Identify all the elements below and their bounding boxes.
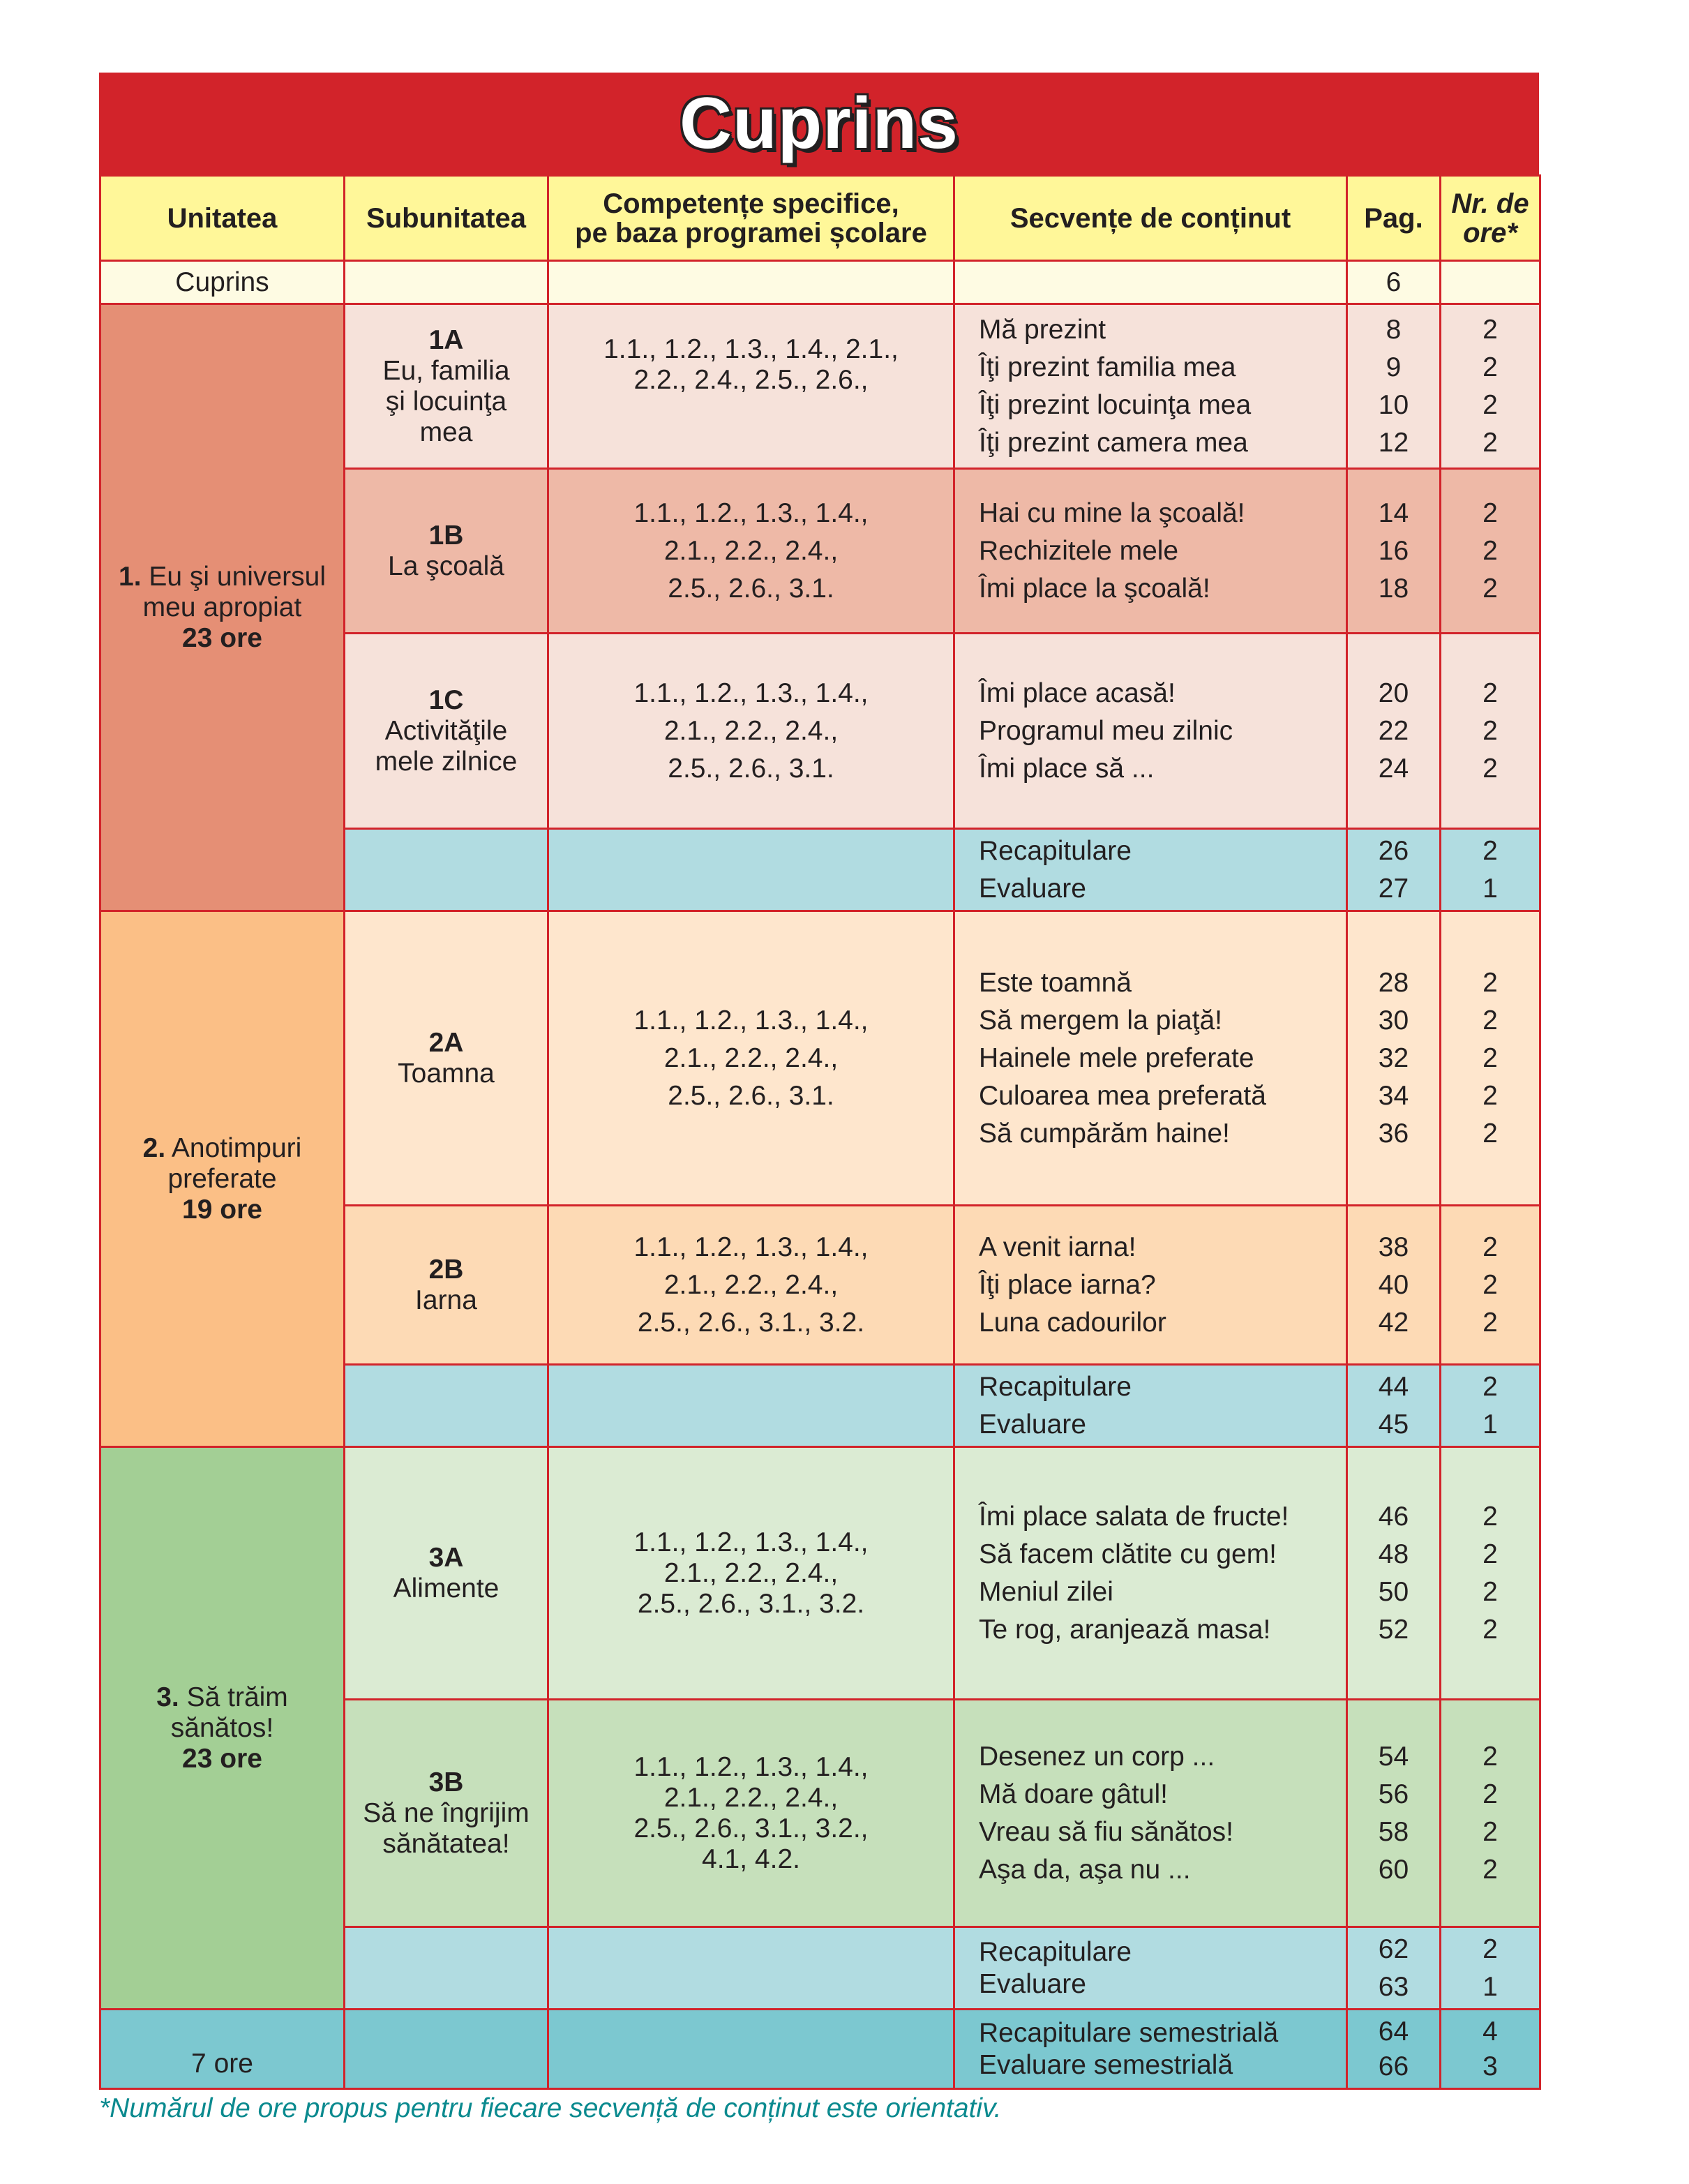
pages-3b: 54 56 58 60	[1347, 1700, 1441, 1927]
title-bar	[99, 73, 1539, 174]
subunit-2b: 2B Iarna	[345, 1206, 548, 1365]
hours-3a: 2 2 2 2	[1441, 1447, 1540, 1700]
subunit-1b: 1B La şcoală	[345, 469, 548, 634]
semester-pages: 64 66	[1347, 2010, 1441, 2089]
competences-1c: 1.1., 1.2., 1.3., 1.4., 2.1., 2.2., 2.4., 2.5., 2.6., 3.1.	[548, 634, 954, 829]
subunit-1a: 1A Eu, familia şi locuinţa mea	[345, 304, 548, 469]
hours-2a: 2 2 2 2 2	[1441, 911, 1540, 1206]
review-1-labels: Recapitulare Evaluare	[954, 829, 1347, 911]
page-title: Cuprins	[680, 82, 959, 164]
cuprins-row	[100, 261, 1540, 304]
content-3b: Desenez un corp ... Mă doare gâtul! Vreau să fiu sănătos! Aşa da, aşa nu ...	[954, 1700, 1347, 1927]
competences-2a: 1.1., 1.2., 1.3., 1.4., 2.1., 2.2., 2.4., 2.5., 2.6., 3.1.	[548, 911, 954, 1206]
pages-2b: 38 40 42	[1347, 1206, 1441, 1365]
review-2-pages: 44 45	[1347, 1365, 1441, 1447]
pages-2a: 28 30 32 34 36	[1347, 911, 1441, 1206]
unit-3-cell: 3. Să trăim sănătos! 23 ore	[100, 1447, 345, 2010]
pages-1c: 20 22 24	[1347, 634, 1441, 829]
content-3a: Îmi place salata de fructe! Să facem clătite cu gem! Meniul zilei Te rog, aranjează masa!	[954, 1447, 1347, 1700]
semester-labels: Recapitulare semestrială Evaluare semestrială	[954, 2010, 1347, 2089]
content-1a: Mă prezint Îţi prezint familia mea Îţi prezint locuinţa mea Îţi prezint camera mea	[954, 304, 1347, 469]
contents-table	[99, 174, 1541, 2090]
unit-1-cell: 1. Eu şi universul meu apropiat 23 ore	[100, 304, 345, 911]
subunit-1c: 1C Activităţile mele zilnice	[345, 634, 548, 829]
cuprins-page: 6	[1347, 261, 1441, 304]
hours-3b: 2 2 2 2	[1441, 1700, 1540, 1927]
competences-1a: 1.1., 1.2., 1.3., 1.4., 2.1., 2.2., 2.4., 2.5., 2.6.,	[548, 304, 954, 469]
header-subunit: Subunitatea	[345, 176, 548, 261]
competences-1b: 1.1., 1.2., 1.3., 1.4., 2.1., 2.2., 2.4., 2.5., 2.6., 3.1.	[548, 469, 954, 634]
review-1-hours: 2 1	[1441, 829, 1540, 911]
review-2-labels: Recapitulare Evaluare	[954, 1365, 1347, 1447]
competences-3a: 1.1., 1.2., 1.3., 1.4., 2.1., 2.2., 2.4., 2.5., 2.6., 3.1., 3.2.	[548, 1447, 954, 1700]
footnote: *Numărul de ore propus pentru fiecare secvență de conținut este orientativ.	[99, 2093, 1002, 2123]
unit-2-cell: 2. Anotimpuri preferate 19 ore	[100, 911, 345, 1447]
header-row	[100, 176, 1540, 261]
pages-3a: 46 48 50 52	[1347, 1447, 1441, 1700]
semester-hours: 4 3	[1441, 2010, 1540, 2089]
content-1c: Îmi place acasă! Programul meu zilnic Îmi place să ...	[954, 634, 1347, 829]
header-competences: Competențe specifice, pe baza programei școlare	[548, 176, 954, 261]
review-3-labels: Recapitulare Evaluare	[954, 1927, 1347, 2010]
competences-2b: 1.1., 1.2., 1.3., 1.4., 2.1., 2.2., 2.4., 2.5., 2.6., 3.1., 3.2.	[548, 1206, 954, 1365]
hours-1b: 2 2 2	[1441, 469, 1540, 634]
header-content: Secvențe de conținut	[954, 176, 1347, 261]
subunit-2a: 2A Toamna	[345, 911, 548, 1206]
table-row	[100, 304, 1540, 469]
header-page: Pag.	[1347, 176, 1441, 261]
competences-3b: 1.1., 1.2., 1.3., 1.4., 2.1., 2.2., 2.4., 2.5., 2.6., 3.1., 3.2., 4.1, 4.2.	[548, 1700, 954, 1927]
hours-1a: 2 2 2 2	[1441, 304, 1540, 469]
content-1b: Hai cu mine la şcoală! Rechizitele mele Îmi place la şcoală!	[954, 469, 1347, 634]
header-unit: Unitatea	[100, 176, 345, 261]
hours-2b: 2 2 2	[1441, 1206, 1540, 1365]
semester-hours-cell: 7 ore	[100, 2010, 345, 2089]
subunit-3b: 3B Să ne îngrijim sănătatea!	[345, 1700, 548, 1927]
review-3-pages: 62 63	[1347, 1927, 1441, 2010]
pages-1b: 14 16 18	[1347, 469, 1441, 634]
table-row	[100, 2010, 1540, 2089]
cuprins-label: Cuprins	[100, 261, 345, 304]
hours-1c: 2 2 2	[1441, 634, 1540, 829]
review-2-hours: 2 1	[1441, 1365, 1540, 1447]
table-row	[100, 1447, 1540, 1700]
review-1-pages: 26 27	[1347, 829, 1441, 911]
table-row	[100, 911, 1540, 1206]
content-2a: Este toamnă Să mergem la piaţă! Hainele mele preferate Culoarea mea preferată Să cumpărăm haine!	[954, 911, 1347, 1206]
pages-1a: 8 9 10 12	[1347, 304, 1441, 469]
subunit-3a: 3A Alimente	[345, 1447, 548, 1700]
header-hours: Nr. de ore*	[1441, 176, 1540, 261]
content-2b: A venit iarna! Îţi place iarna? Luna cadourilor	[954, 1206, 1347, 1365]
review-3-hours: 2 1	[1441, 1927, 1540, 2010]
